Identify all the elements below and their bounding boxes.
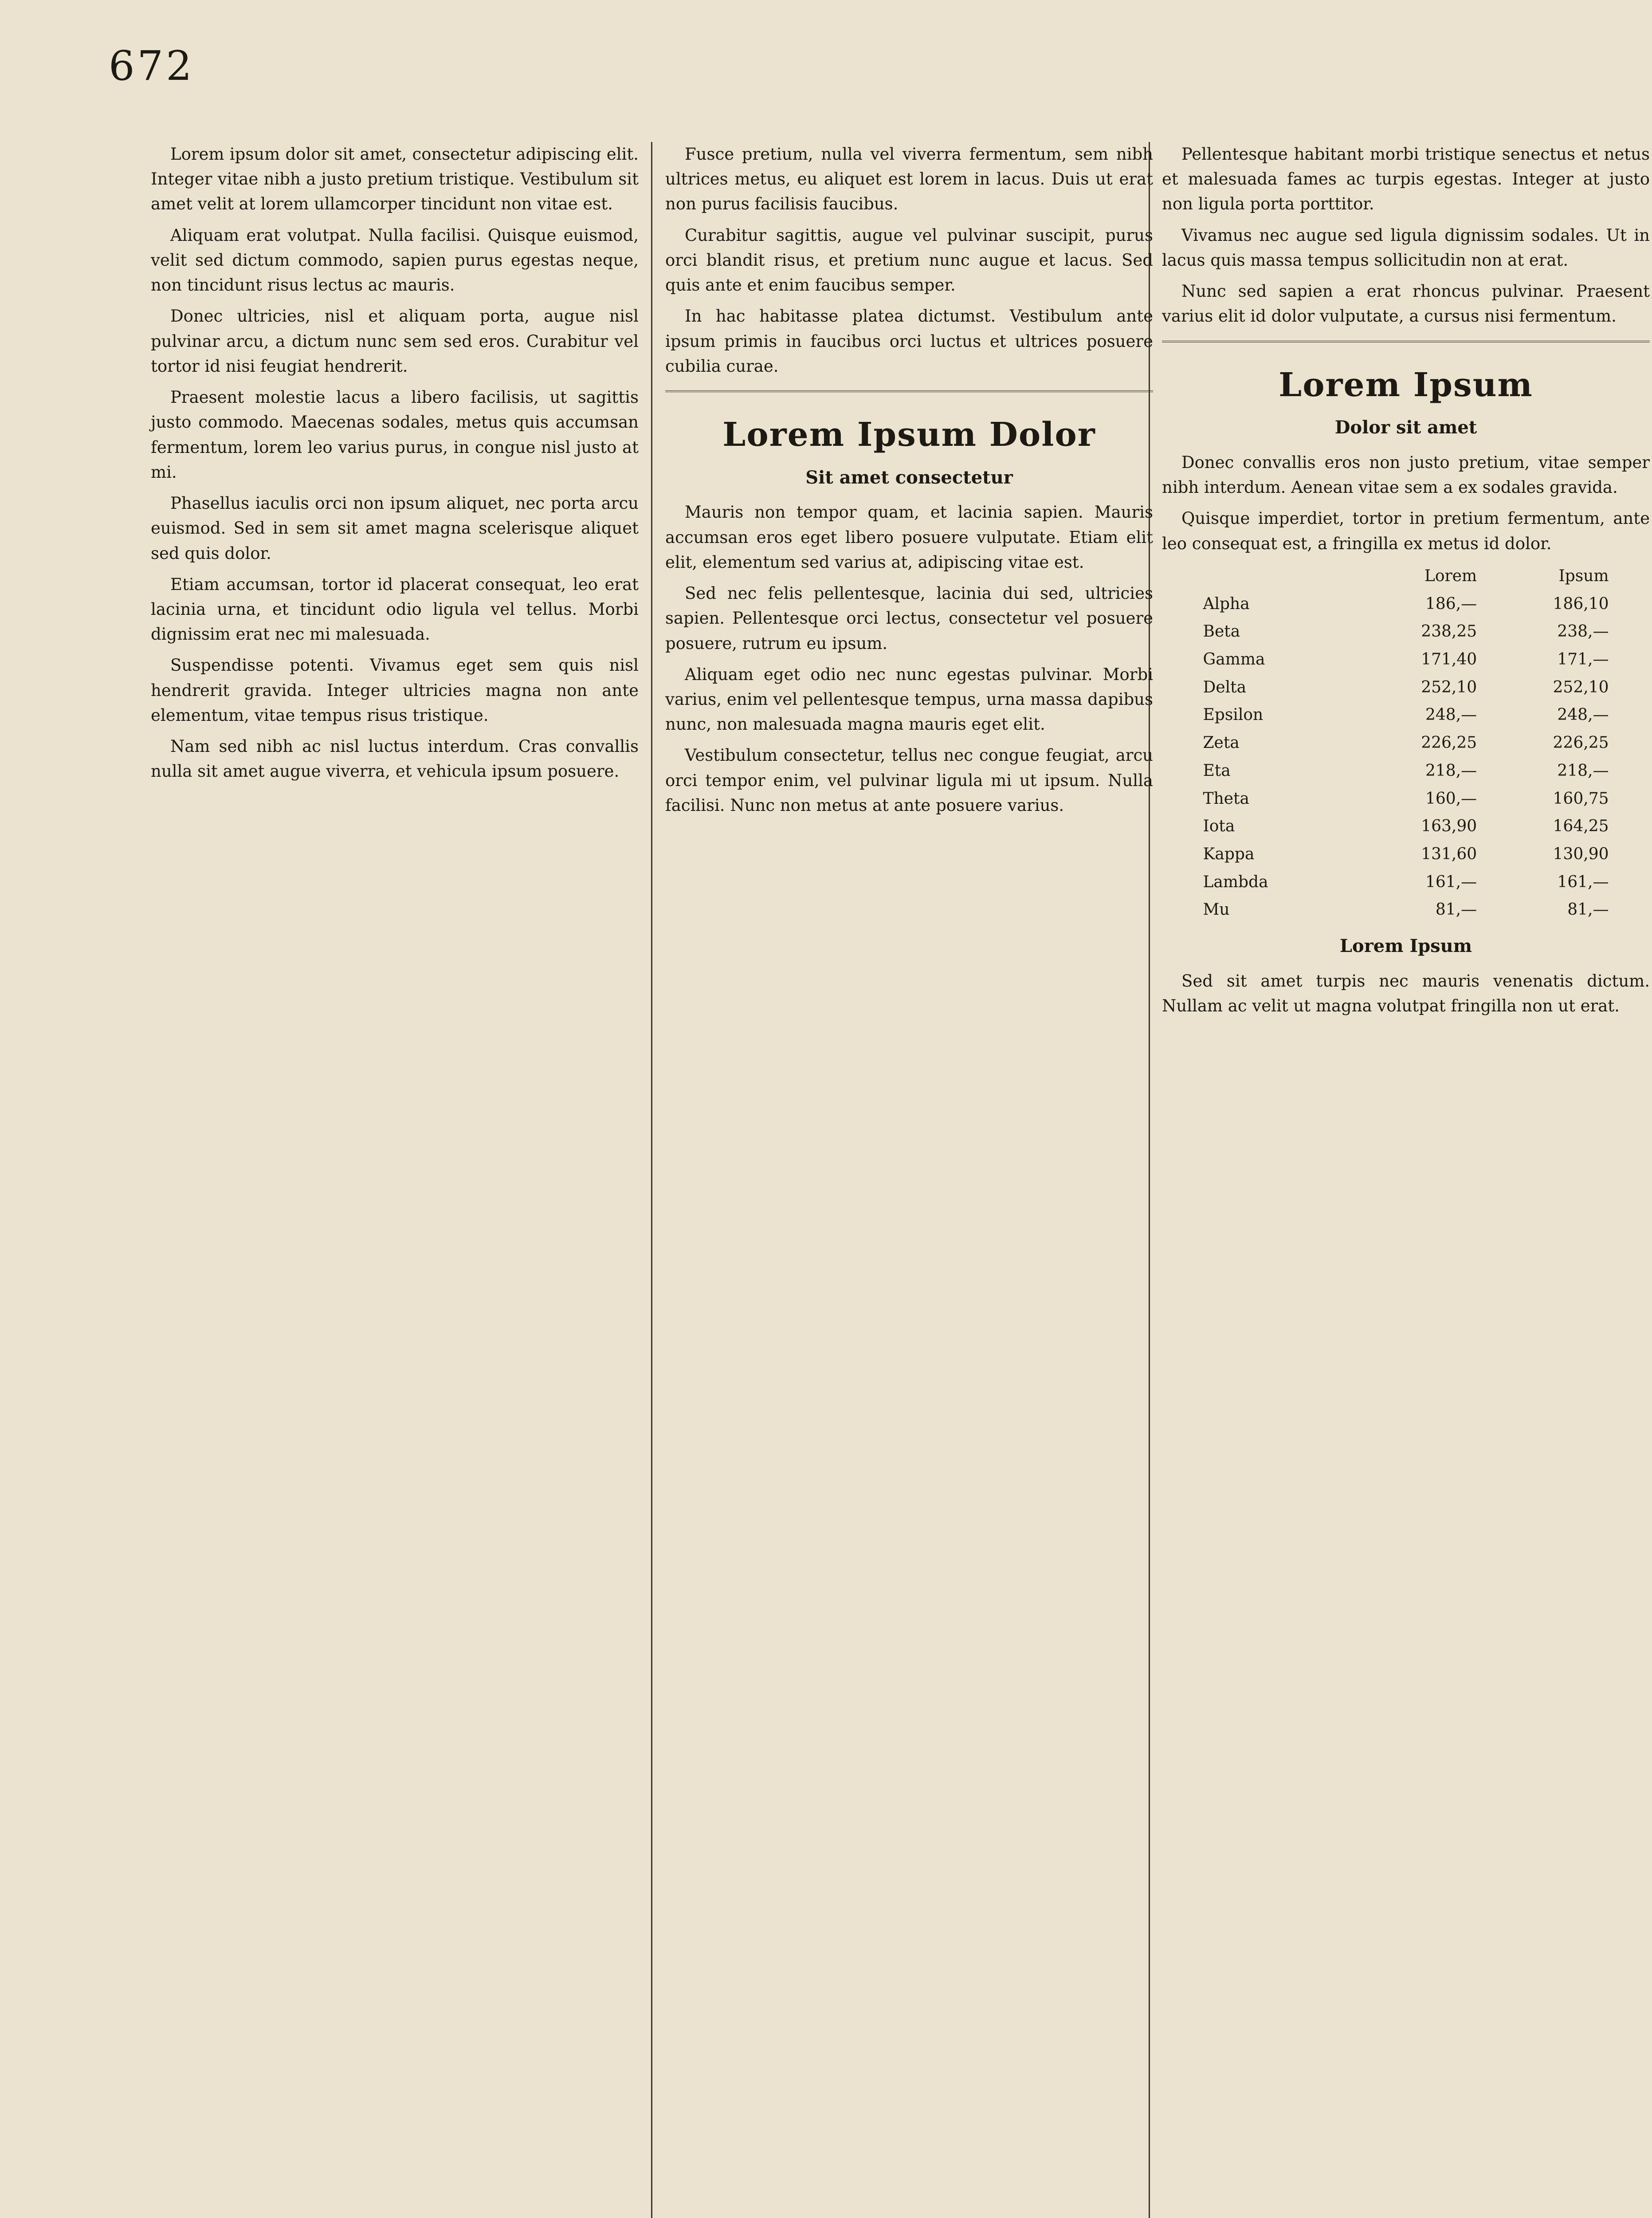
table-cell: Lambda [1203,873,1268,891]
paragraph: Nam sed nibh ac nisl luctus interdum. Cras convallis nulla sit amet augue viverra, et vehicula ipsum posuere. [151,737,639,781]
table-cell: Beta [1203,622,1240,641]
table-cell: 163,90 [1421,817,1477,836]
table-header-cell [1199,562,1350,590]
paragraph: Pellentesque habitant morbi tristique senectus et netus et malesuada fames ac turpis egestas. Integer at justo non ligula porta porttitor. [1162,145,1650,214]
table-cell: Gamma [1203,650,1265,669]
table-cell: 218,— [1557,761,1609,780]
table-cell: 160,— [1425,789,1477,808]
table-row [1199,701,1613,729]
column-1 [151,142,639,790]
table-cell: 226,25 [1421,734,1477,752]
table-row [1199,674,1613,702]
column-divider-1 [651,142,652,2218]
table-header-cell: Ipsum [1558,566,1609,585]
paragraph: Nunc sed sapien a erat rhoncus pulvinar. Praesent varius elit id dolor vulputate, a cursus nisi fermentum. [1162,282,1650,326]
subsection-heading: Lorem Ipsum [1339,936,1472,957]
table-cell: 252,10 [1421,678,1477,696]
table-cell: Epsilon [1203,706,1264,724]
section-rule [1162,341,1650,342]
table-cell: 81,— [1435,901,1477,919]
table-cell: 252,10 [1553,678,1609,696]
paragraph: Aliquam eget odio nec nunc egestas pulvinar. Morbi varius, enim vel pellentesque tempus, urna massa dapibus nunc, non malesuada magna mauris eget elit. [665,665,1153,734]
section-rule [665,390,1153,392]
table-cell: 248,— [1557,706,1609,724]
paragraph: Curabitur sagittis, augue vel pulvinar suscipit, purus orci blandit risus, et pretium nunc augue et lacus. Sed quis ante et enim faucibus semper. [665,225,1153,295]
table-cell: 161,— [1557,873,1609,891]
table-row [1199,785,1613,813]
section-heading: Lorem Ipsum Dolor [722,416,1096,454]
table-cell: 81,— [1567,901,1609,919]
page-number: 672 [109,42,195,90]
table-row [1199,869,1613,897]
table-cell: 186,10 [1553,594,1609,613]
paragraph: Aliquam erat volutpat. Nulla facilisi. Quisque euismod, velit sed dictum commodo, sapien purus egestas neque, non tincidunt risus lectus ac mauris. [151,225,639,295]
table-cell: Mu [1203,901,1230,919]
section-subheading: Sit amet consectetur [805,467,1013,488]
table-header-cell: Lorem [1424,566,1477,585]
table-cell: Theta [1203,789,1249,808]
paragraph: Sed nec felis pellentesque, lacinia dui sed, ultricies sapien. Pellentesque orci lectus, consectetur vel posuere posuere, rutrum eu ipsum. [665,584,1153,653]
section-subheading: Dolor sit amet [1334,417,1477,438]
table-row [1199,618,1613,646]
table-row [1199,729,1613,757]
paragraph: Vivamus nec augue sed ligula dignissim sodales. Ut in lacus quis massa tempus sollicitudin non at erat. [1162,225,1650,270]
paragraph: Fusce pretium, nulla vel viverra fermentum, sem nibh ultrices metus, eu aliquet est lorem in lacus. Duis ut erat non purus facilisis faucibus. [665,145,1153,214]
table-cell: Zeta [1203,734,1240,752]
table-row [1199,757,1613,785]
table-header-row [1199,562,1613,590]
table-cell: Kappa [1203,845,1255,864]
table-cell: 130,90 [1553,845,1609,864]
paragraph: Donec ultricies, nisl et aliquam porta, augue nisl pulvinar arcu, a dictum nunc sem sed eros. Curabitur vel tortor id nisi feugiat hendrerit. [151,307,639,376]
table-row [1199,896,1613,924]
table-cell: 164,25 [1553,817,1609,836]
table-cell: 131,60 [1421,845,1477,864]
table-row [1199,841,1613,869]
column-2 [665,142,1153,824]
paragraph: In hac habitasse platea dictumst. Vestibulum ante ipsum primis in faucibus orci luctus et ultrices posuere cubilia curae. [665,307,1153,376]
table-cell: 238,25 [1421,622,1477,641]
table-row [1199,590,1613,618]
table-cell: Alpha [1203,594,1250,613]
paragraph: Etiam accumsan, tortor id placerat consequat, leo erat lacinia urna, et tincidunt odio ligula vel tellus. Morbi dignissim erat nec mi malesuada. [151,574,639,644]
table-cell: 186,— [1425,594,1477,613]
column-3 [1162,142,1650,1025]
paragraph: Vestibulum consectetur, tellus nec congue feugiat, arcu orci tempor enim, vel pulvinar ligula mi ut ipsum. Nulla facilisi. Nunc non metus at ante posuere varius. [665,746,1153,815]
table-cell: 238,— [1557,622,1609,641]
paragraph: Phasellus iaculis orci non ipsum aliquet, nec porta arcu euismod. Sed in sem sit amet magna scelerisque aliquet sed quis dolor. [151,494,639,563]
paragraph: Praesent molestie lacus a libero facilisis, ut sagittis justo commodo. Maecenas sodales, metus quis accumsan fermentum, lorem leo varius purus, in congue nisl justo at mi. [151,388,639,482]
table-cell: 226,25 [1553,734,1609,752]
paragraph: Lorem ipsum dolor sit amet, consectetur adipiscing elit. Integer vitae nibh a justo pretium tristique. Vestibulum sit amet velit at lorem ullamcorper tincidunt non vitae est. [151,145,639,214]
table-row [1199,646,1613,674]
paragraph: Donec convallis eros non justo pretium, vitae semper nibh interdum. Aenean vitae sem a ex sodales gravida. [1162,452,1650,497]
paragraph: Quisque imperdiet, tortor in pretium fermentum, ante leo consequat est, a fringilla ex metus id dolor. [1162,509,1650,553]
section-heading: Lorem Ipsum [1279,366,1533,404]
table-cell: 248,— [1425,706,1477,724]
table-cell: 171,40 [1421,650,1477,669]
table-cell: Eta [1203,761,1231,780]
price-table [1199,562,1613,924]
paragraph: Sed sit amet turpis nec mauris venenatis dictum. Nullam ac velit ut magna volutpat fringilla non ut erat. [1162,971,1650,1016]
table-cell: Iota [1203,817,1235,836]
table-cell: 218,— [1425,761,1477,780]
table-cell: 160,75 [1553,789,1609,808]
table-cell: Delta [1203,678,1247,696]
table-row [1199,813,1613,841]
paragraph: Mauris non tempor quam, et lacinia sapien. Mauris accumsan eros eget libero posuere vulputate. Etiam elit elit, elementum sed varius at, adipiscing vitae est. [665,503,1153,572]
table-cell: 161,— [1425,873,1477,891]
table-cell: 171,— [1557,650,1609,669]
paragraph: Suspendisse potenti. Vivamus eget sem quis nisl hendrerit gravida. Integer ultricies magna non ante elementum, vitae tempus risus tristique. [151,656,639,725]
